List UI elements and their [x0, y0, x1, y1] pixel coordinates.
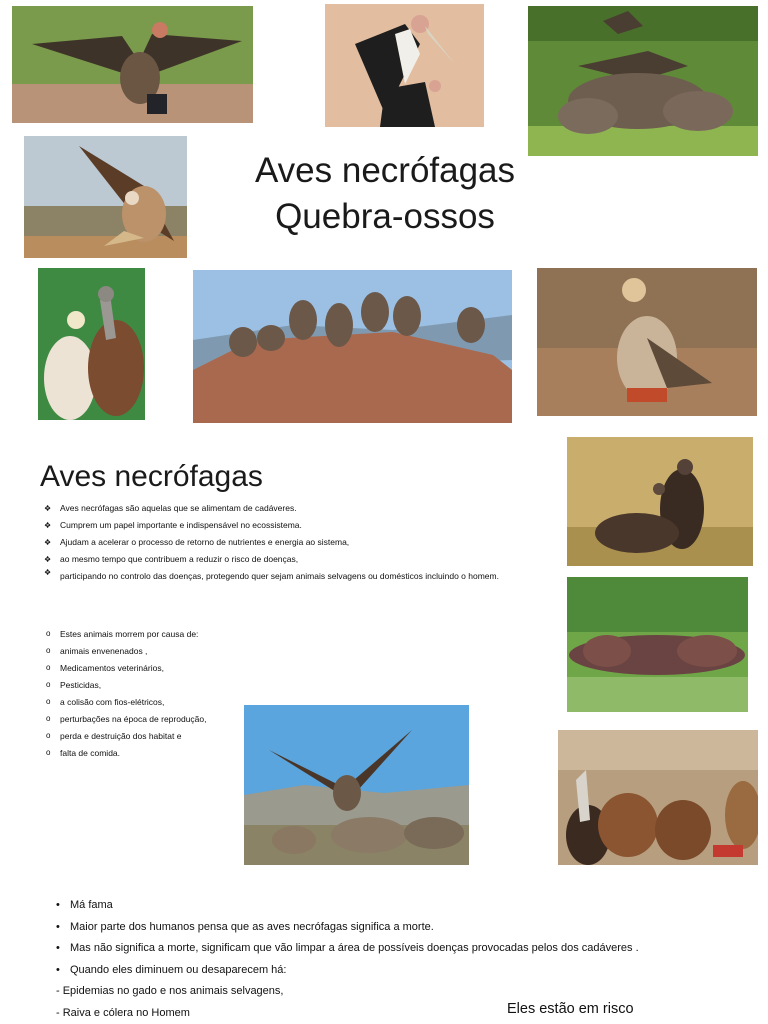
page-title — [200, 148, 570, 240]
list-item: • Mas não significa a morte, significam que vão limpar a área de possíveis doenças provocadas pelos dos cadáveres . — [56, 938, 639, 960]
photo-vultures-close-up — [558, 730, 758, 865]
list-item: ❖ Aves necrófagas são aquelas que se alimentam de cadáveres. — [44, 500, 534, 517]
scavenger-facts-list — [44, 500, 534, 581]
list-item: ❖ ao mesmo tempo que contribuem a reduzir o risco de doenças, — [44, 551, 534, 568]
photo-vultures-feeding-field — [567, 577, 748, 712]
list-item: • Maior parte dos humanos pensa que as aves necrófagas significa a morte. — [56, 917, 639, 939]
list-item: o Medicamentos veterinários, — [44, 660, 207, 677]
list-item: o perda e destruição dos habitat e — [44, 728, 207, 745]
photo-marabou-storks — [325, 4, 484, 127]
list-item: ❖ Cumprem um papel importante e indispensável no ecossistema. — [44, 517, 534, 534]
photo-egyptian-vulture — [537, 268, 757, 416]
consequences-list — [56, 981, 283, 1024]
photo-two-vultures-dry-grass — [567, 437, 753, 566]
causes-list — [44, 626, 207, 762]
list-item: - Epidemias no gado e nos animais selvagens, — [56, 985, 284, 997]
reputation-list — [56, 895, 639, 981]
title-line-2: Quebra-ossos — [275, 197, 495, 236]
list-item: • Má fama — [56, 895, 639, 917]
list-item: o falta de comida. — [44, 745, 207, 762]
photo-vultures-on-rock — [193, 270, 512, 423]
photo-vulture-landing — [24, 136, 187, 258]
at-risk-label: Eles estão em risco — [507, 1001, 634, 1017]
list-item: - Raiva e cólera no Homem — [56, 1006, 190, 1019]
list-item: o Pesticidas, — [44, 677, 207, 694]
photo-vulture-flight-feeding — [244, 705, 469, 865]
photo-vulture-wings-spread — [12, 6, 253, 123]
section-heading: Aves necrófagas — [40, 460, 263, 493]
list-item: o animais envenenados , — [44, 643, 207, 660]
photo-two-vultures-green — [38, 268, 145, 420]
list-item: o perturbações na época de reprodução, — [44, 711, 207, 728]
list-item: • Quando eles diminuem ou desaparecem há: — [56, 960, 639, 982]
list-item: ❖ Ajudam a acelerar o processo de retorno de nutrientes e energia ao sistema, — [44, 534, 534, 551]
list-item: ❖ participando no controlo das doenças, protegendo quer sejam animais selvagens ou domésticos incluindo o homem. — [44, 568, 534, 581]
title-line-1: Aves necrófagas — [254, 151, 516, 190]
list-item: o a colisão com fios-elétricos, — [44, 694, 207, 711]
causes-intro: o Estes animais morrem por causa de: — [44, 626, 207, 643]
photo-vulture-group-grass — [528, 6, 758, 156]
